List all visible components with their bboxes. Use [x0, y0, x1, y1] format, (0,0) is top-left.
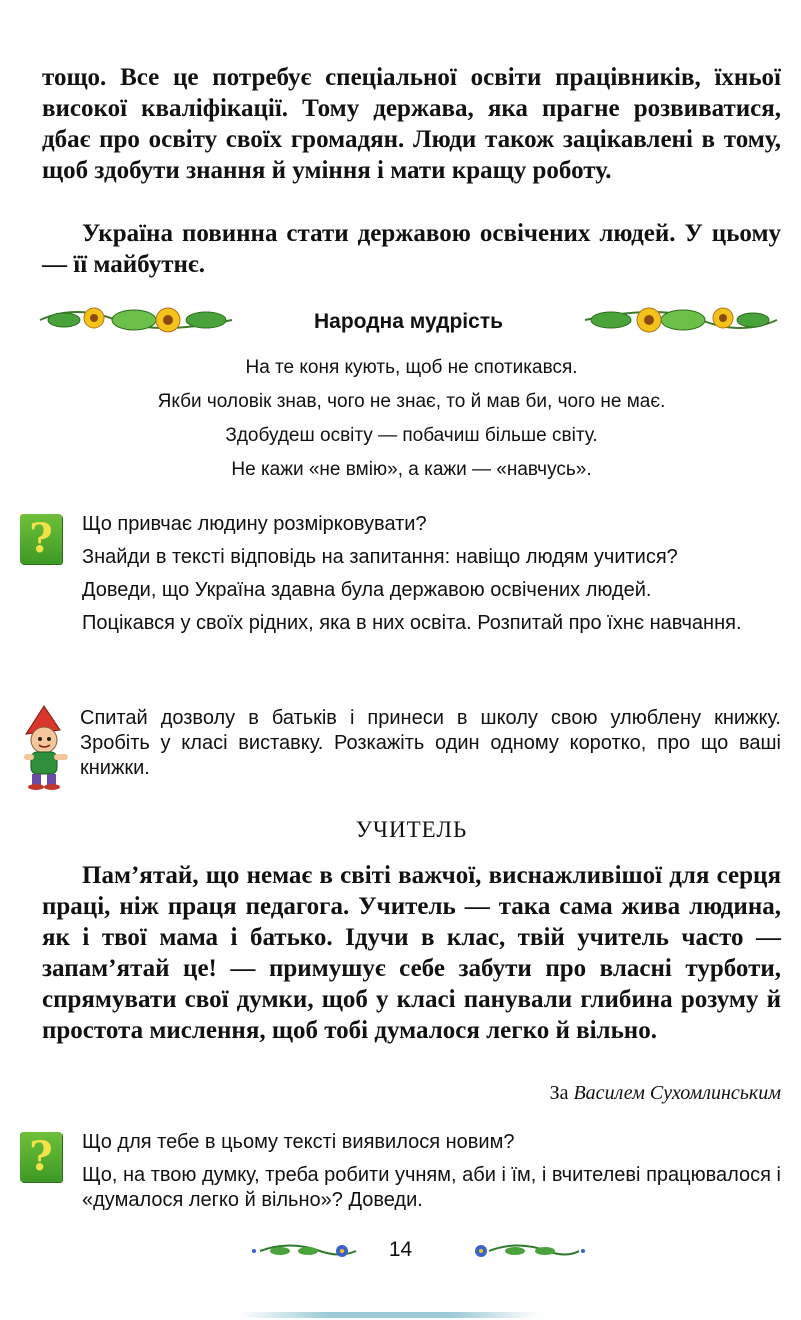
proverb-list [42, 353, 781, 489]
question-item: Що для тебе в цьому тексті виявилося новим? [82, 1131, 515, 1153]
ukraine-paragraph: Україна повинна стати державою освічених людей. У цьому — її майбутнє. [42, 220, 781, 278]
questions-block-2 [42, 1130, 781, 1221]
page-number: 14 [388, 1238, 413, 1261]
section-title: Народна мудрість [313, 310, 504, 333]
task-text: Спитай дозволу в батьків і принеси в школу свою улюблену книжку. Зробіть у класі виставку. Розкажіть один одному коротко, про що ваші книжки. [80, 707, 781, 779]
footer-ornament-right-icon [467, 1238, 587, 1264]
proverb: На те коня кують, щоб не спотикався. [245, 357, 578, 378]
question-mark-icon: ? [20, 514, 62, 564]
page-footer [0, 1234, 801, 1274]
scan-edge-decoration [240, 1312, 540, 1318]
proverb: Не кажи «не вмію», а кажи — «навчусь». [231, 459, 592, 480]
question-item: Доведи, що Україна здавна була державою освічених людей. [82, 579, 652, 601]
question-mark-icon: ? [20, 1132, 62, 1182]
author-attribution [42, 1082, 781, 1105]
folk-wisdom-header [36, 298, 781, 348]
question-item: Знайди в тексті відповідь на запитання: навіщо людям учитися? [82, 546, 678, 568]
proverb: Здобудеш освіту — побачиш більше світу. [225, 425, 598, 446]
task-block [80, 706, 781, 781]
chapter-title: УЧИТЕЛЬ [355, 817, 468, 842]
author-prefix: За [549, 1082, 569, 1104]
question-item: Що, на твою думку, треба робити учням, аби і їм, і вчителеві працювалося і «думалося легко й вільно»? Доведи. [82, 1164, 781, 1211]
teacher-paragraph: Пам’ятай, що немає в світі важчої, виснажливішої для серця праці, ніж праця педагога. Учитель — така сама жива людина, як і твої мама і батько. Ідучи в клас, твій учитель часто — запам’ятай це! — примушує себе забути про власні турботи, спрямувати свої думки, щоб у класі панували глибина розуму й простота мислення, щоб тобі думалося легко й вільно. [42, 862, 781, 1044]
sunflower-ornament-right-icon [581, 298, 781, 342]
question-item: Поцікався у своїх рідних, яка в них освіта. Розпитай про їхнє навчання. [82, 612, 742, 634]
intro-paragraph: тощо. Все це потребує спеціальної освіти працівників, їхньої високої кваліфікації. Тому держава, яка прагне розвиватися, дбає про освіту своїх громадян. Люди також зацікавлені в тому, щоб здобути знання й уміння і мати кращу роботу. [42, 64, 781, 184]
questions-block [42, 512, 781, 644]
question-item: Що привчає людину розмірковувати? [82, 513, 427, 535]
author-name: Василем Сухомлинським [573, 1082, 781, 1104]
gnome-character-icon [14, 704, 80, 790]
proverb: Якби чоловік знав, чого не знає, то й мав би, чого не має. [157, 391, 666, 412]
